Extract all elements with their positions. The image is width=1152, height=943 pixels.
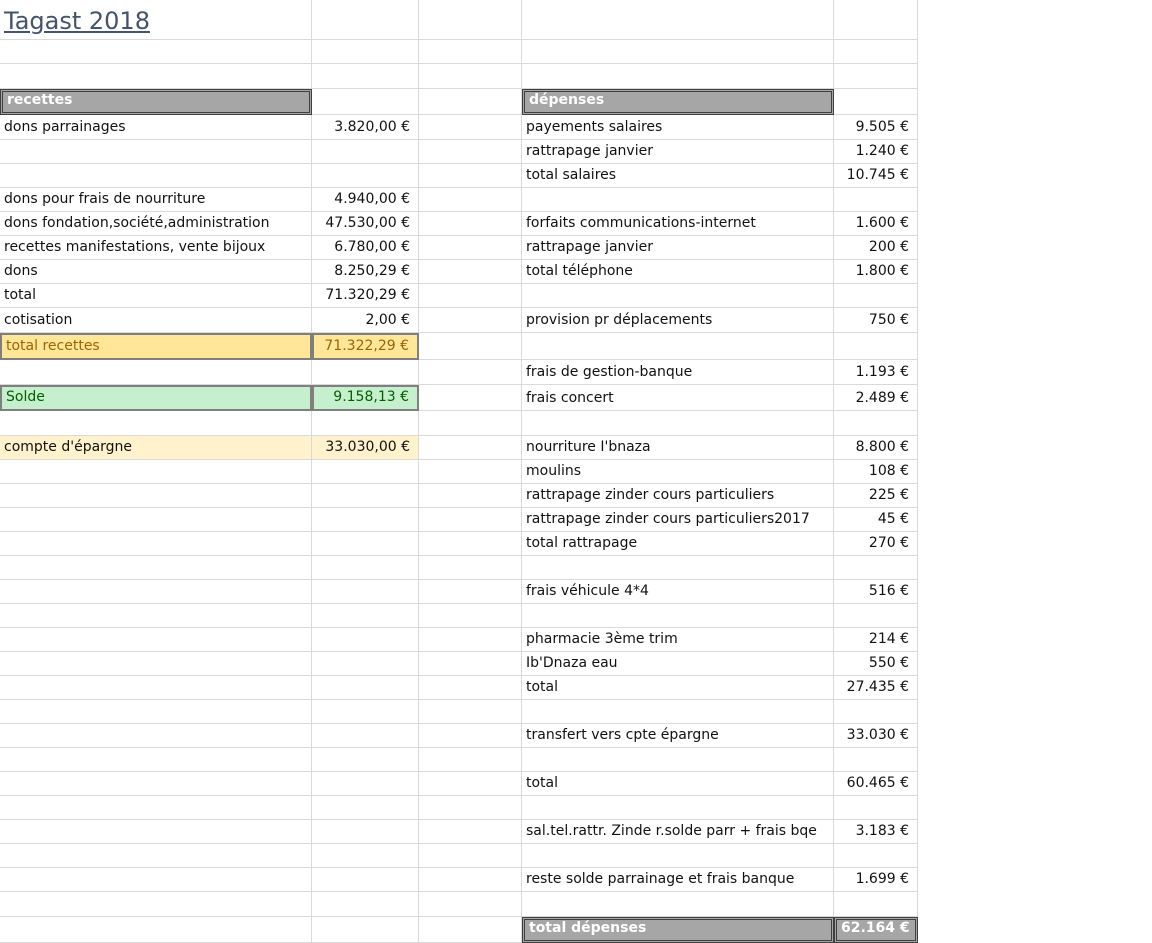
empty-cell[interactable] xyxy=(312,772,419,796)
cell-value: 108 € xyxy=(868,463,909,479)
sheet-title-cell[interactable] xyxy=(0,0,312,40)
empty-cell[interactable] xyxy=(312,892,419,917)
empty-cell[interactable] xyxy=(419,868,522,892)
empty-cell[interactable] xyxy=(419,460,522,484)
empty-cell[interactable] xyxy=(0,164,312,188)
depenses-rows-7-label-cell[interactable] xyxy=(522,360,834,385)
empty-cell[interactable] xyxy=(834,188,918,212)
empty-cell[interactable] xyxy=(419,115,522,140)
recettes-solde-label-cell[interactable] xyxy=(0,385,312,411)
cell-label: nourriture I'bnaza xyxy=(526,439,651,455)
empty-cell[interactable] xyxy=(312,0,419,40)
empty-cell[interactable] xyxy=(522,333,834,360)
empty-cell[interactable] xyxy=(419,0,522,40)
depenses-rows-12-value-cell[interactable] xyxy=(834,508,918,532)
depenses-rows-8-value-cell[interactable] xyxy=(834,385,918,411)
cell-value: 1.600 € xyxy=(855,215,909,231)
empty-cell[interactable] xyxy=(419,140,522,164)
empty-cell[interactable] xyxy=(0,652,312,676)
cell-label: rattrapage janvier xyxy=(526,239,653,255)
cell-value: 71.322,29 € xyxy=(324,338,409,354)
depenses-rows-17-label-cell[interactable] xyxy=(522,676,834,700)
empty-cell[interactable] xyxy=(0,556,312,580)
empty-cell[interactable] xyxy=(312,360,419,385)
empty-cell[interactable] xyxy=(834,604,918,628)
cell-value: 9.158,13 € xyxy=(333,389,409,405)
recettes-rows-3-value-cell[interactable] xyxy=(312,236,419,260)
cell-value: 750 € xyxy=(868,312,909,328)
depenses-rows-9-value-cell[interactable] xyxy=(834,436,918,460)
cell-value: 2.489 € xyxy=(855,390,909,406)
cell-value: 214 € xyxy=(868,631,909,647)
cell-label: total xyxy=(4,287,37,303)
depenses-rows-1-value-cell[interactable] xyxy=(834,140,918,164)
empty-cell[interactable] xyxy=(312,844,419,868)
depenses-rows-15-value-cell[interactable] xyxy=(834,628,918,652)
depenses-rows-4-label-cell[interactable] xyxy=(522,236,834,260)
depenses-rows-4-value-cell[interactable] xyxy=(834,236,918,260)
cell-label: provision pr déplacements xyxy=(526,312,713,328)
empty-cell[interactable] xyxy=(522,284,834,308)
empty-cell[interactable] xyxy=(419,484,522,508)
empty-cell[interactable] xyxy=(522,188,834,212)
recettes-rows-4-label-cell[interactable] xyxy=(0,260,312,284)
cell-value: 1.240 € xyxy=(855,143,909,159)
recettes-rows-6-value-cell[interactable] xyxy=(312,308,419,333)
depenses-rows-18-label-cell[interactable] xyxy=(522,724,834,748)
empty-cell[interactable] xyxy=(834,0,918,40)
cell-label: dépenses xyxy=(529,92,605,108)
cell-label: total dépenses xyxy=(529,920,647,936)
empty-cell[interactable] xyxy=(0,772,312,796)
cell-label: dons xyxy=(4,263,38,279)
cell-label: dons parrainages xyxy=(4,119,126,135)
empty-cell[interactable] xyxy=(419,236,522,260)
empty-cell[interactable] xyxy=(419,532,522,556)
empty-cell[interactable] xyxy=(0,140,312,164)
empty-cell[interactable] xyxy=(834,64,918,89)
depenses-rows-10-value-cell[interactable] xyxy=(834,460,918,484)
cell-value: 3.183 € xyxy=(855,823,909,839)
depenses-rows-17-value-cell[interactable] xyxy=(834,676,918,700)
cell-value: 47.530,00 € xyxy=(325,215,410,231)
recettes-header-label-cell[interactable] xyxy=(0,89,312,115)
empty-cell[interactable] xyxy=(0,700,312,724)
depenses-rows-18-value-cell[interactable] xyxy=(834,724,918,748)
empty-cell[interactable] xyxy=(419,360,522,385)
empty-cell[interactable] xyxy=(522,892,834,917)
empty-cell[interactable] xyxy=(312,164,419,188)
recettes-rows-0-value-cell[interactable] xyxy=(312,115,419,140)
empty-cell[interactable] xyxy=(419,508,522,532)
depenses-rows-20-label-cell[interactable] xyxy=(522,820,834,844)
empty-cell[interactable] xyxy=(0,604,312,628)
cell-value: 62.164 € xyxy=(841,920,910,936)
cell-value: 60.465 € xyxy=(846,775,909,791)
depenses-rows-15-label-cell[interactable] xyxy=(522,628,834,652)
empty-cell[interactable] xyxy=(312,460,419,484)
empty-cell[interactable] xyxy=(522,700,834,724)
cell-value: 550 € xyxy=(868,655,909,671)
depenses-rows-16-value-cell[interactable] xyxy=(834,652,918,676)
empty-cell[interactable] xyxy=(312,796,419,820)
empty-cell[interactable] xyxy=(0,748,312,772)
depenses-rows-21-label-cell[interactable] xyxy=(522,868,834,892)
empty-cell[interactable] xyxy=(419,308,522,333)
empty-cell[interactable] xyxy=(312,411,419,436)
sheet-title: Tagast 2018 xyxy=(4,7,150,35)
depenses-rows-3-value-cell[interactable] xyxy=(834,212,918,236)
empty-cell[interactable] xyxy=(312,820,419,844)
empty-cell[interactable] xyxy=(419,628,522,652)
depenses-rows-10-label-cell[interactable] xyxy=(522,460,834,484)
cell-label: rattrapage zinder cours particuliers2017 xyxy=(526,511,810,527)
empty-cell[interactable] xyxy=(0,676,312,700)
depenses-rows-2-label-cell[interactable] xyxy=(522,164,834,188)
empty-cell[interactable] xyxy=(312,700,419,724)
cell-label: rattrapage janvier xyxy=(526,143,653,159)
cell-value: 33.030,00 € xyxy=(325,439,410,455)
empty-cell[interactable] xyxy=(312,484,419,508)
depenses-rows-21-value-cell[interactable] xyxy=(834,868,918,892)
cell-label: cotisation xyxy=(4,312,73,328)
depenses-rows-13-label-cell[interactable] xyxy=(522,532,834,556)
cell-value: 6.780,00 € xyxy=(334,239,410,255)
cell-value: 27.435 € xyxy=(846,679,909,695)
cell-label: recettes manifestations, vente bijoux xyxy=(4,239,266,255)
depenses-rows-13-value-cell[interactable] xyxy=(834,532,918,556)
depenses-rows-5-value-cell[interactable] xyxy=(834,260,918,284)
empty-cell[interactable] xyxy=(312,724,419,748)
empty-cell[interactable] xyxy=(834,40,918,64)
empty-cell[interactable] xyxy=(419,333,522,360)
empty-cell[interactable] xyxy=(419,40,522,64)
empty-cell[interactable] xyxy=(419,212,522,236)
cell-label: dons pour frais de nourriture xyxy=(4,191,206,207)
cell-value: 225 € xyxy=(868,487,909,503)
recettes-rows-2-value-cell[interactable] xyxy=(312,212,419,236)
depenses-rows-11-value-cell[interactable] xyxy=(834,484,918,508)
empty-cell[interactable] xyxy=(419,436,522,460)
empty-cell[interactable] xyxy=(419,284,522,308)
empty-cell[interactable] xyxy=(834,700,918,724)
cell-label: frais de gestion-banque xyxy=(526,364,693,380)
empty-cell[interactable] xyxy=(0,796,312,820)
cell-label: frais concert xyxy=(526,390,614,406)
empty-cell[interactable] xyxy=(834,556,918,580)
cell-label: compte d'épargne xyxy=(4,439,133,455)
depenses-rows-8-label-cell[interactable] xyxy=(522,385,834,411)
cell-value: 8.250,29 € xyxy=(334,263,410,279)
cell-value: 10.745 € xyxy=(846,167,909,183)
empty-cell[interactable] xyxy=(0,628,312,652)
recettes-rows-5-label-cell[interactable] xyxy=(0,284,312,308)
recettes-solde-value-cell[interactable] xyxy=(312,385,419,411)
cell-label: payements salaires xyxy=(526,119,663,135)
empty-cell[interactable] xyxy=(419,772,522,796)
empty-cell[interactable] xyxy=(312,556,419,580)
recettes-rows-1-label-cell[interactable] xyxy=(0,188,312,212)
cell-label: total xyxy=(526,775,559,791)
cell-label: forfaits communications-internet xyxy=(526,215,756,231)
depenses-rows-2-value-cell[interactable] xyxy=(834,164,918,188)
empty-cell[interactable] xyxy=(0,820,312,844)
depenses-rows-12-label-cell[interactable] xyxy=(522,508,834,532)
cell-label: sal.tel.rattr. Zinde r.solde parr + frais bqe xyxy=(526,823,817,839)
empty-cell[interactable] xyxy=(312,868,419,892)
empty-cell[interactable] xyxy=(419,604,522,628)
cell-value: 200 € xyxy=(868,239,909,255)
cell-label: Ib'Dnaza eau xyxy=(526,655,618,671)
recettes-rows-6-label-cell[interactable] xyxy=(0,308,312,333)
depenses-rows-5-label-cell[interactable] xyxy=(522,260,834,284)
depenses-rows-14-value-cell[interactable] xyxy=(834,580,918,604)
empty-cell[interactable] xyxy=(834,748,918,772)
empty-cell[interactable] xyxy=(522,40,834,64)
empty-cell[interactable] xyxy=(522,604,834,628)
empty-cell[interactable] xyxy=(419,748,522,772)
depenses-rows-0-label-cell[interactable] xyxy=(522,115,834,140)
empty-cell[interactable] xyxy=(0,868,312,892)
empty-cell[interactable] xyxy=(522,748,834,772)
empty-cell[interactable] xyxy=(834,333,918,360)
empty-cell[interactable] xyxy=(419,820,522,844)
cell-label: recettes xyxy=(7,92,73,108)
depenses-total-label-cell[interactable] xyxy=(522,917,834,943)
empty-cell[interactable] xyxy=(834,844,918,868)
depenses-rows-19-value-cell[interactable] xyxy=(834,772,918,796)
cell-value: 8.800 € xyxy=(855,439,909,455)
depenses-total-value-cell[interactable] xyxy=(834,917,918,943)
empty-cell[interactable] xyxy=(0,917,312,943)
empty-cell[interactable] xyxy=(0,484,312,508)
empty-cell[interactable] xyxy=(0,532,312,556)
empty-cell[interactable] xyxy=(0,460,312,484)
cell-value: 3.820,00 € xyxy=(334,119,410,135)
empty-cell[interactable] xyxy=(419,917,522,943)
cell-value: 71.320,29 € xyxy=(325,287,410,303)
empty-cell[interactable] xyxy=(419,164,522,188)
empty-cell[interactable] xyxy=(522,844,834,868)
empty-cell[interactable] xyxy=(834,284,918,308)
recettes-rows-4-value-cell[interactable] xyxy=(312,260,419,284)
empty-cell[interactable] xyxy=(419,411,522,436)
cell-label: rattrapage zinder cours particuliers xyxy=(526,487,775,503)
empty-cell[interactable] xyxy=(0,844,312,868)
cell-value: 33.030 € xyxy=(846,727,909,743)
empty-cell[interactable] xyxy=(419,89,522,115)
cell-label: pharmacie 3ème trim xyxy=(526,631,678,647)
recettes-epargne-label-cell[interactable] xyxy=(0,436,312,460)
empty-cell[interactable] xyxy=(312,748,419,772)
empty-cell[interactable] xyxy=(419,796,522,820)
recettes-epargne-value-cell[interactable] xyxy=(312,436,419,460)
empty-cell[interactable] xyxy=(312,64,419,89)
cell-value: 9.505 € xyxy=(855,119,909,135)
empty-cell[interactable] xyxy=(834,796,918,820)
depenses-rows-20-value-cell[interactable] xyxy=(834,820,918,844)
cell-label: transfert vers cpte épargne xyxy=(526,727,719,743)
depenses-rows-19-label-cell[interactable] xyxy=(522,772,834,796)
depenses-rows-6-label-cell[interactable] xyxy=(522,308,834,333)
empty-cell[interactable] xyxy=(419,844,522,868)
empty-cell[interactable] xyxy=(312,917,419,943)
empty-cell[interactable] xyxy=(419,892,522,917)
recettes-rows-2-label-cell[interactable] xyxy=(0,212,312,236)
empty-cell[interactable] xyxy=(0,64,312,89)
recettes-total-value-cell[interactable] xyxy=(312,333,419,360)
empty-cell[interactable] xyxy=(834,89,918,115)
empty-cell[interactable] xyxy=(312,580,419,604)
empty-cell[interactable] xyxy=(419,385,522,411)
empty-cell[interactable] xyxy=(312,40,419,64)
empty-cell[interactable] xyxy=(312,604,419,628)
cell-value: 4.940,00 € xyxy=(334,191,410,207)
cell-value: 45 € xyxy=(877,511,909,527)
empty-cell[interactable] xyxy=(0,360,312,385)
cell-value: 1.699 € xyxy=(855,871,909,887)
recettes-rows-1-value-cell[interactable] xyxy=(312,188,419,212)
empty-cell[interactable] xyxy=(0,580,312,604)
empty-cell[interactable] xyxy=(0,411,312,436)
empty-cell[interactable] xyxy=(419,724,522,748)
empty-cell[interactable] xyxy=(419,260,522,284)
empty-cell[interactable] xyxy=(0,892,312,917)
empty-cell[interactable] xyxy=(312,89,419,115)
cell-label: total téléphone xyxy=(526,263,633,279)
cell-label: moulins xyxy=(526,463,582,479)
empty-cell[interactable] xyxy=(312,508,419,532)
cell-label: total salaires xyxy=(526,167,617,183)
depenses-rows-14-label-cell[interactable] xyxy=(522,580,834,604)
empty-cell[interactable] xyxy=(834,411,918,436)
cell-label: dons fondation,société,administration xyxy=(4,215,270,231)
empty-cell[interactable] xyxy=(312,652,419,676)
empty-cell[interactable] xyxy=(419,556,522,580)
empty-cell[interactable] xyxy=(522,411,834,436)
empty-cell[interactable] xyxy=(419,652,522,676)
cell-value: 270 € xyxy=(868,535,909,551)
cell-label: reste solde parrainage et frais banque xyxy=(526,871,795,887)
empty-cell[interactable] xyxy=(312,628,419,652)
empty-cell[interactable] xyxy=(419,64,522,89)
empty-cell[interactable] xyxy=(312,676,419,700)
empty-cell[interactable] xyxy=(522,556,834,580)
depenses-rows-6-value-cell[interactable] xyxy=(834,308,918,333)
empty-cell[interactable] xyxy=(312,532,419,556)
empty-cell[interactable] xyxy=(312,140,419,164)
depenses-rows-9-label-cell[interactable] xyxy=(522,436,834,460)
cell-label: frais véhicule 4*4 xyxy=(526,583,649,599)
cell-label: total rattrapage xyxy=(526,535,638,551)
empty-cell[interactable] xyxy=(0,508,312,532)
empty-cell[interactable] xyxy=(419,580,522,604)
empty-cell[interactable] xyxy=(419,700,522,724)
depenses-rows-16-label-cell[interactable] xyxy=(522,652,834,676)
empty-cell[interactable] xyxy=(522,64,834,89)
cell-label: total xyxy=(526,679,559,695)
depenses-rows-3-label-cell[interactable] xyxy=(522,212,834,236)
recettes-rows-3-label-cell[interactable] xyxy=(0,236,312,260)
recettes-total-label-cell[interactable] xyxy=(0,333,312,360)
empty-cell[interactable] xyxy=(419,188,522,212)
cell-value: 2,00 € xyxy=(365,312,410,328)
depenses-rows-1-label-cell[interactable] xyxy=(522,140,834,164)
depenses-rows-0-value-cell[interactable] xyxy=(834,115,918,140)
depenses-rows-11-label-cell[interactable] xyxy=(522,484,834,508)
recettes-rows-5-value-cell[interactable] xyxy=(312,284,419,308)
cell-value: 516 € xyxy=(868,583,909,599)
empty-cell[interactable] xyxy=(419,676,522,700)
empty-cell[interactable] xyxy=(522,796,834,820)
depenses-header-label-cell[interactable] xyxy=(522,89,834,115)
empty-cell[interactable] xyxy=(522,0,834,40)
depenses-rows-7-value-cell[interactable] xyxy=(834,360,918,385)
cell-value: 1.800 € xyxy=(855,263,909,279)
cell-label: total recettes xyxy=(6,338,100,354)
recettes-rows-0-label-cell[interactable] xyxy=(0,115,312,140)
cell-value: 1.193 € xyxy=(855,364,909,380)
cell-label: Solde xyxy=(6,389,45,405)
empty-cell[interactable] xyxy=(0,40,312,64)
empty-cell[interactable] xyxy=(834,892,918,917)
empty-cell[interactable] xyxy=(0,724,312,748)
